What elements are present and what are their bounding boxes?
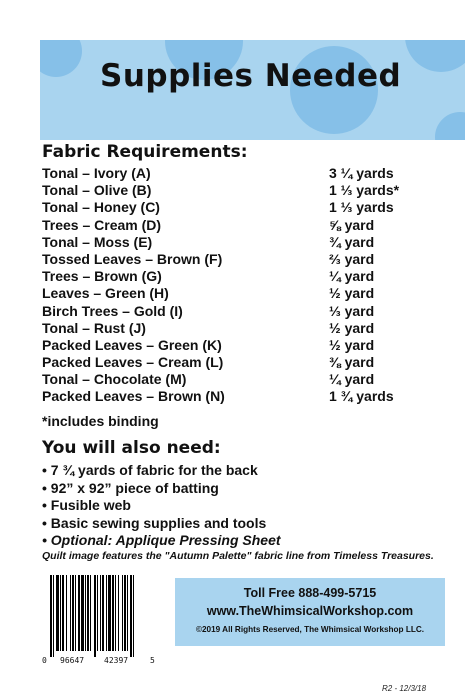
barcode-bar bbox=[62, 575, 64, 651]
list-item: • 92” x 92” piece of batting bbox=[42, 479, 219, 496]
barcode-bar bbox=[118, 575, 119, 651]
fabric-name: Tonal – Chocolate (M) bbox=[42, 371, 187, 388]
barcode bbox=[42, 573, 158, 671]
fabric-row bbox=[42, 337, 442, 354]
fabric-amount: ⅔ yard bbox=[329, 250, 375, 267]
barcode-bar bbox=[75, 575, 76, 651]
decorative-dot bbox=[435, 112, 465, 140]
barcode-bar bbox=[90, 575, 91, 651]
barcode-bar bbox=[124, 575, 126, 651]
fabric-row bbox=[42, 371, 442, 388]
fabric-row bbox=[42, 251, 442, 268]
fabric-amount: ⅝ yard bbox=[329, 216, 375, 233]
revision-label: R2 - 12/3/18 bbox=[382, 684, 427, 693]
fabric-name: Packed Leaves – Brown (N) bbox=[42, 388, 225, 405]
fabric-amount: 1 ⅓ yards* bbox=[329, 182, 400, 199]
fabric-row bbox=[42, 199, 442, 216]
barcode-bar bbox=[100, 575, 101, 651]
barcode-bar bbox=[87, 575, 89, 651]
list-item: • 7 ¾ yards of fabric for the back bbox=[42, 462, 258, 478]
fabric-row bbox=[42, 217, 442, 234]
barcode-bar bbox=[78, 575, 80, 651]
fabric-row bbox=[42, 303, 442, 320]
barcode-bar bbox=[130, 575, 132, 657]
fabric-row bbox=[42, 285, 442, 302]
decorative-dot bbox=[40, 40, 82, 77]
barcode-bar bbox=[106, 575, 107, 651]
fabric-amount: ¼ yard bbox=[329, 268, 375, 285]
fabric-name: Birch Trees – Gold (I) bbox=[42, 302, 183, 319]
barcode-bar bbox=[50, 575, 52, 657]
fabric-name: Tonal – Moss (E) bbox=[42, 233, 153, 250]
fabric-row bbox=[42, 182, 442, 199]
barcode-bars bbox=[42, 573, 158, 657]
fabric-amount: ½ yard bbox=[329, 336, 375, 353]
barcode-bar bbox=[112, 575, 114, 651]
barcode-bar bbox=[133, 575, 134, 657]
barcode-bar bbox=[94, 575, 96, 657]
page-title: Supplies Needed bbox=[100, 58, 402, 94]
quilt-fabric-note: Quilt image features the "Autumn Palette" fabric line from Timeless Treasures. bbox=[42, 550, 434, 562]
fabric-name: Trees – Cream (D) bbox=[42, 216, 162, 233]
website-link[interactable]: www.TheWhimsicalWorkshop.com bbox=[206, 604, 414, 618]
fabric-amount: ¾ yard bbox=[329, 233, 375, 250]
fabric-amount: ¼ yard bbox=[329, 371, 375, 388]
toll-free-phone: Toll Free 888-499-5715 bbox=[243, 586, 377, 600]
barcode-bar bbox=[102, 575, 104, 651]
fabric-row bbox=[42, 165, 442, 182]
fabric-name: Leaves – Green (H) bbox=[42, 285, 169, 302]
binding-footnote: *includes binding bbox=[42, 413, 159, 429]
fabric-amount: ⅜ yard bbox=[329, 354, 375, 371]
fabric-name: Tonal – Rust (J) bbox=[42, 319, 146, 336]
barcode-bar bbox=[66, 575, 67, 651]
list-item: • Basic sewing supplies and tools bbox=[42, 514, 267, 531]
fabric-name: Packed Leaves – Green (K) bbox=[42, 336, 222, 353]
barcode-bar bbox=[122, 575, 123, 651]
barcode-digit-group: 0 bbox=[42, 656, 47, 665]
barcode-bar bbox=[53, 575, 54, 657]
fabric-amount: 1 ⅓ yards bbox=[329, 199, 394, 216]
fabric-requirements-list bbox=[42, 165, 442, 406]
contact-box bbox=[175, 578, 445, 646]
fabric-row bbox=[42, 268, 442, 285]
fabric-amount: ½ yard bbox=[329, 319, 375, 336]
fabric-name: Tossed Leaves – Brown (F) bbox=[42, 250, 223, 267]
fabric-amount: 3 ¼ yards bbox=[329, 165, 394, 181]
barcode-bar bbox=[97, 575, 98, 651]
title-banner bbox=[40, 40, 465, 140]
fabric-name: Packed Leaves – Cream (L) bbox=[42, 354, 224, 371]
barcode-bar bbox=[60, 575, 61, 651]
fabric-row bbox=[42, 234, 442, 251]
fabric-row bbox=[42, 354, 442, 371]
list-item: • Fusible web bbox=[42, 497, 131, 513]
barcode-bar bbox=[70, 575, 71, 651]
barcode-digit-group: 96647 bbox=[60, 656, 85, 665]
fabric-amount: 1 ¾ yards bbox=[329, 388, 394, 405]
barcode-digit-group: 5 bbox=[150, 656, 155, 665]
also-need-list bbox=[42, 462, 281, 550]
fabric-name: Tonal – Olive (B) bbox=[42, 182, 152, 199]
fabric-name: Tonal – Ivory (A) bbox=[42, 165, 151, 181]
copyright-text: ©2019 All Rights Reserved, The Whimsical Workshop LLC. bbox=[195, 625, 425, 634]
barcode-bar bbox=[108, 575, 111, 651]
barcode-bar bbox=[56, 575, 59, 651]
fabric-name: Tonal – Honey (C) bbox=[42, 199, 160, 216]
also-need-heading: You will also need: bbox=[42, 438, 221, 458]
barcode-digit-group: 42397 bbox=[104, 656, 129, 665]
fabric-requirements-heading: Fabric Requirements: bbox=[42, 142, 248, 162]
decorative-dot bbox=[405, 40, 465, 72]
barcode-bar bbox=[72, 575, 74, 651]
optional-list-item: • Optional: Applique Pressing Sheet bbox=[42, 532, 281, 548]
barcode-bar bbox=[81, 575, 84, 651]
fabric-amount: ½ yard bbox=[329, 285, 375, 302]
fabric-name: Trees – Brown (G) bbox=[42, 268, 162, 285]
barcode-bar bbox=[115, 575, 116, 651]
fabric-row bbox=[42, 388, 442, 405]
barcode-bar bbox=[127, 575, 128, 651]
fabric-amount: ⅓ yard bbox=[329, 302, 375, 319]
fabric-row bbox=[42, 320, 442, 337]
barcode-bar bbox=[85, 575, 86, 651]
